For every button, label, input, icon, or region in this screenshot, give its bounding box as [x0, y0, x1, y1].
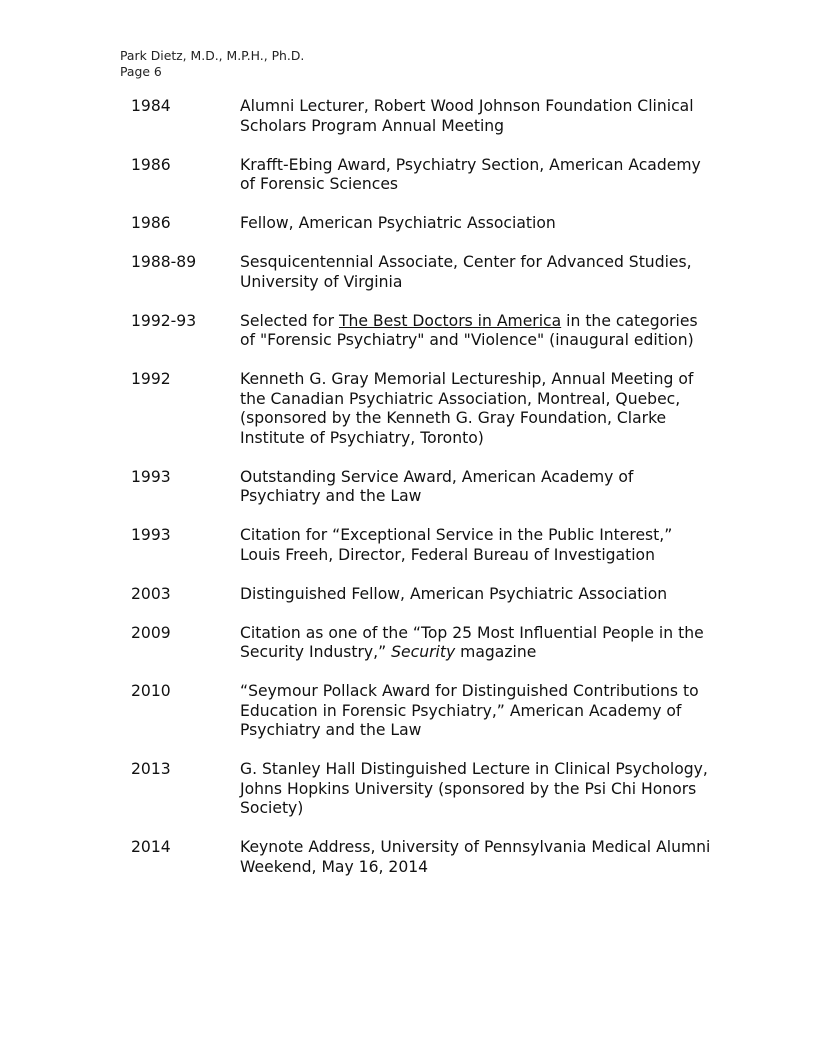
entry-year: 1986	[131, 155, 171, 174]
entry-text-prefix: Selected for	[240, 311, 339, 330]
entry-description: Sesquicentennial Associate, Center for Advanced Studies, University of Virginia	[240, 253, 692, 291]
list-item	[131, 526, 711, 565]
entry-year: 1993	[131, 526, 171, 544]
list-item	[131, 838, 711, 877]
entry-description	[240, 312, 711, 351]
entry-year: 2010	[131, 682, 171, 700]
list-item	[131, 370, 711, 448]
list-item	[131, 682, 711, 741]
list-item	[131, 312, 711, 351]
entry-year: 2009	[131, 623, 171, 642]
list-item	[131, 156, 711, 195]
entry-text-suffix: in the categories of "Forensic Psychiatry" and "Violence" (inaugural edition)	[240, 311, 698, 349]
entry-year: 1984	[131, 97, 171, 115]
list-item	[131, 253, 711, 292]
entry-description: Krafft-Ebing Award, Psychiatry Section, American Academy of Forensic Sciences	[240, 155, 701, 193]
entry-description: G. Stanley Hall Distinguished Lecture in Clinical Psychology, Johns Hopkins University (sponsored by the Psi Chi Honors Society)	[240, 760, 708, 817]
entry-year: 2014	[131, 838, 171, 856]
entry-year: 2013	[131, 760, 171, 778]
entry-description: Citation for “Exceptional Service in the Public Interest,” Louis Freeh, Director, Federal Bureau of Investigation	[240, 526, 673, 564]
list-item	[131, 214, 711, 234]
page-header	[120, 48, 304, 80]
entry-year: 1992-93	[131, 311, 197, 330]
entry-year: 2003	[131, 584, 171, 603]
honors-list	[131, 97, 711, 897]
header-page-number: Page 6	[120, 64, 162, 79]
entry-description: Keynote Address, University of Pennsylvania Medical Alumni Weekend, May 16, 2014	[240, 838, 711, 876]
entry-description: Kenneth G. Gray Memorial Lectureship, Annual Meeting of the Canadian Psychiatric Association, Montreal, Quebec, (sponsored by the Kenneth G. Gray Foundation, Clarke Institute of Psychiatry, Toronto)	[240, 370, 694, 447]
entry-description: “Seymour Pollack Award for Distinguished Contributions to Education in Forensic Psychiatry,” American Academy of Psychiatry and the Law	[240, 682, 699, 739]
list-item	[131, 760, 711, 819]
list-item	[131, 585, 711, 605]
entry-year: 1992	[131, 370, 171, 388]
list-item	[131, 97, 711, 136]
entry-description: Alumni Lecturer, Robert Wood Johnson Foundation Clinical Scholars Program Annual Meeting	[240, 97, 694, 135]
entry-description: Distinguished Fellow, American Psychiatric Association	[240, 584, 668, 603]
entry-year: 1993	[131, 467, 171, 486]
entry-description: Outstanding Service Award, American Academy of Psychiatry and the Law	[240, 467, 634, 505]
header-author-name: Park Dietz, M.D., M.P.H., Ph.D.	[120, 48, 305, 63]
book-title: The Best Doctors in America	[338, 311, 562, 330]
list-item	[131, 624, 711, 663]
entry-description: Fellow, American Psychiatric Association	[240, 214, 556, 232]
entry-description	[240, 624, 711, 663]
list-item	[131, 468, 711, 507]
entry-text-suffix: magazine	[455, 643, 537, 661]
entry-year: 1988-89	[131, 253, 197, 271]
entry-text-prefix: Citation as one of the “Top 25 Most Influential People in the Security Industry,”	[240, 623, 704, 661]
magazine-title: Security	[391, 643, 456, 661]
entry-year: 1986	[131, 214, 171, 232]
